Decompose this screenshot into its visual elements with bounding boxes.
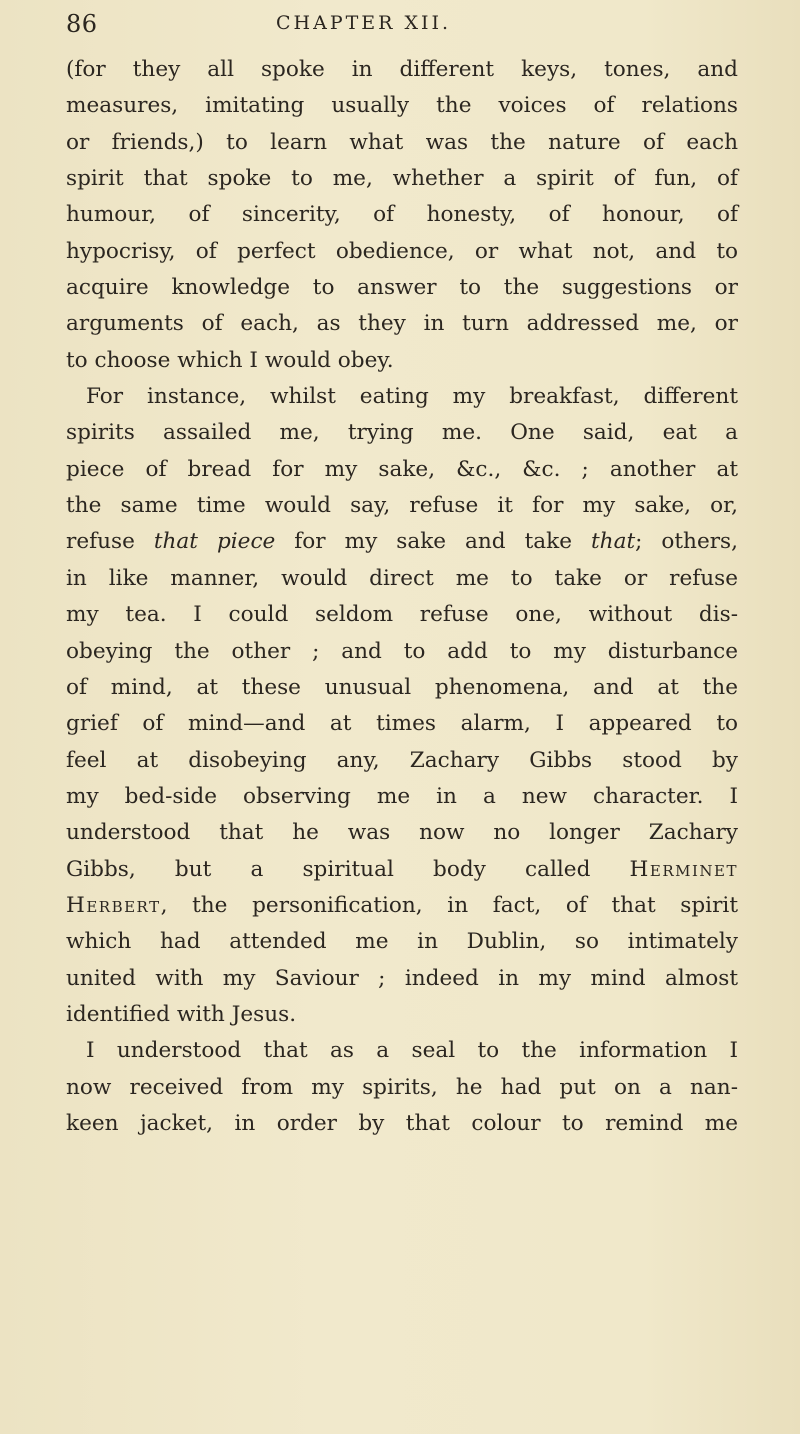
text-line: grief of mind—and at times alarm, I appeared to <box>66 711 738 737</box>
paragraph-start-line: I understood that as a seal to the information I <box>86 1038 738 1064</box>
italic-text: that piece <box>153 529 276 555</box>
text-line: hypocrisy, of perfect obedience, or what not, and to <box>66 238 738 264</box>
text-line: spirits assailed me, trying me. One said, eat a <box>66 420 738 446</box>
line-text: Gibbs, but a spiritual body called <box>66 856 630 882</box>
text-line: the same time would say, refuse it for my sake, or, <box>66 493 738 519</box>
text-line: keen jacket, in order by that colour to remind me <box>66 1110 738 1136</box>
running-head: CHAPTER XII. <box>276 12 452 34</box>
body-text <box>66 52 738 1142</box>
text-line: piece of bread for my sake, &c., &c. ; another at <box>66 456 738 482</box>
text-line: obeying the other ; and to add to my disturbance <box>66 638 738 664</box>
text-line: feel at disobeying any, Zachary Gibbs stood by <box>66 747 738 773</box>
line-text: for my sake and take <box>275 529 591 555</box>
text-line: spirit that spoke to me, whether a spirit of fun, of <box>66 166 738 192</box>
smallcaps-name: Herbert <box>66 892 161 918</box>
text-line: of mind, at these unusual phenomena, and at the <box>66 674 738 700</box>
text-line: understood that he was now no longer Zachary <box>66 820 738 846</box>
text-line: acquire knowledge to answer to the suggestions or <box>66 275 738 301</box>
text-line: (for they all spoke in different keys, tones, and <box>66 57 738 82</box>
text-line: my tea. I could seldom refuse one, without dis- <box>66 602 738 628</box>
text-line: or friends,) to learn what was the nature of each <box>66 129 738 155</box>
text-line: in like manner, would direct me to take or refuse <box>66 565 738 591</box>
text-line: now received from my spirits, he had put on a nan- <box>66 1074 738 1100</box>
page-number: 86 <box>66 10 98 38</box>
text-line: identified with Jesus. <box>66 1001 297 1027</box>
line-text: , the personification, in fact, of that spirit <box>160 892 738 918</box>
text-line: which had attended me in Dublin, so intimately <box>66 929 738 955</box>
page-header <box>0 10 800 44</box>
text-line: to choose which I would obey. <box>66 347 394 373</box>
line-text: refuse <box>66 529 154 555</box>
text-line-with-smallcaps <box>66 852 738 888</box>
text-line: measures, imitating usually the voices of relations <box>66 93 738 119</box>
text-line: humour, of sincerity, of honesty, of honour, of <box>66 202 738 228</box>
text-line: arguments of each, as they in turn addressed me, or <box>66 311 738 337</box>
line-text: ; others, <box>635 529 739 555</box>
text-line: my bed-side observing me in a new character. I <box>66 783 738 809</box>
text-line-with-smallcaps <box>66 888 738 924</box>
paragraph-start-line: For instance, whilst eating my breakfast, different <box>86 384 738 410</box>
text-line-with-italics <box>66 524 738 560</box>
smallcaps-name: Herminet <box>629 856 738 882</box>
italic-text: that <box>590 529 636 555</box>
text-line: united with my Saviour ; indeed in my mind almost <box>66 965 738 991</box>
